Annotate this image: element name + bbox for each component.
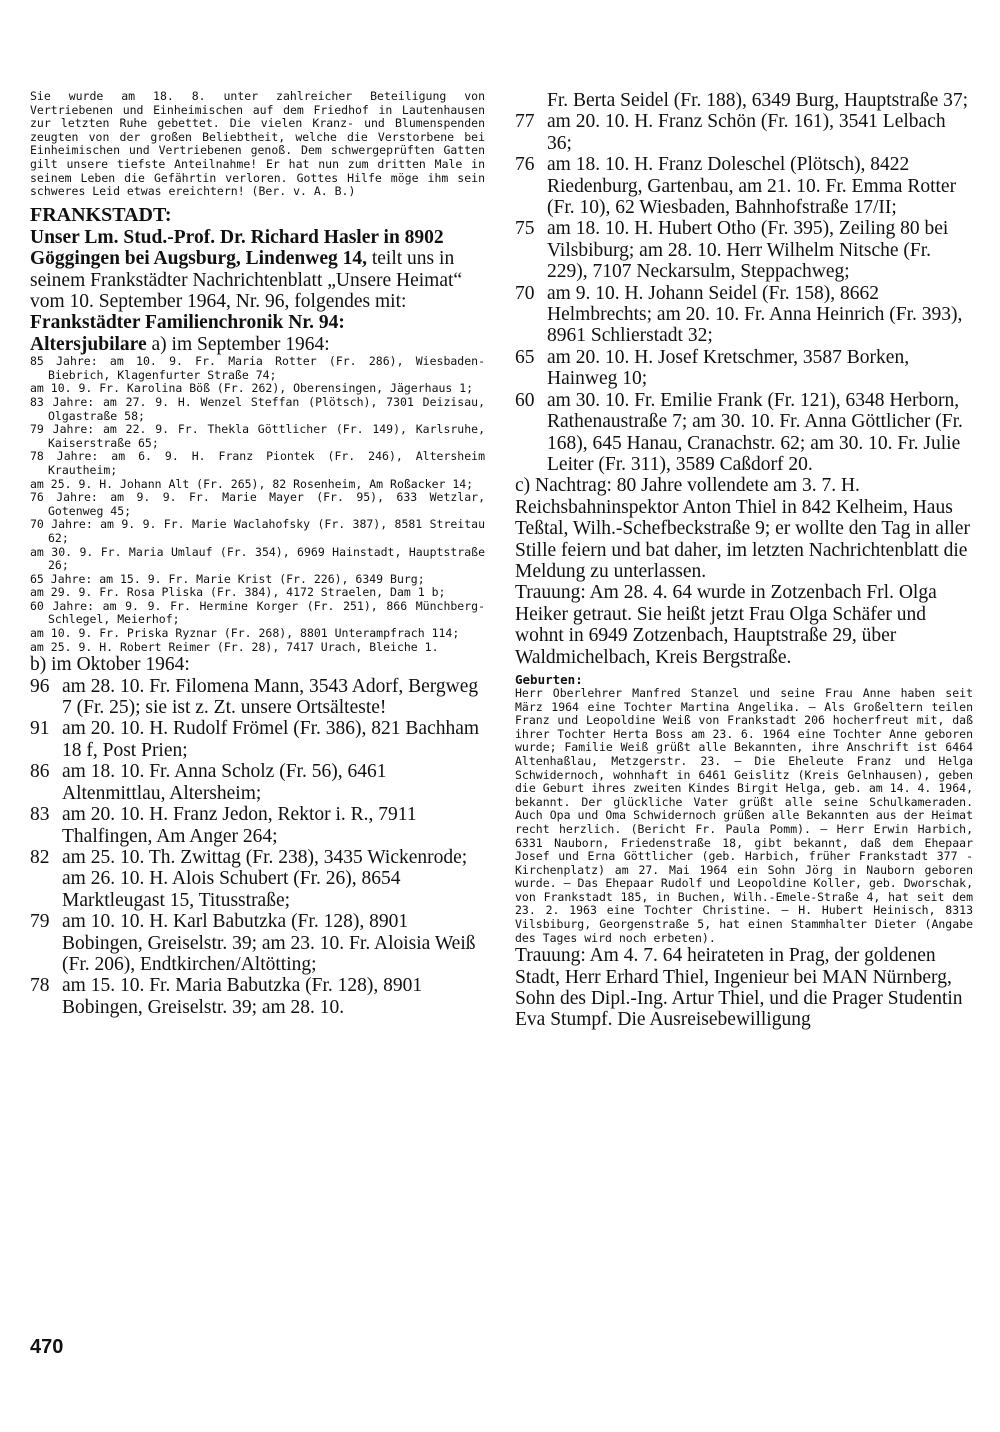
list-item bbox=[30, 761, 485, 804]
list-item bbox=[515, 347, 973, 390]
age-number: 79 bbox=[30, 911, 50, 933]
age-number: 75 bbox=[515, 218, 535, 240]
list-item: 65 Jahre: am 15. 9. Fr. Marie Krist (Fr. 226), 6349 Burg; bbox=[30, 571, 425, 586]
entry-text: am 18. 10. Fr. Anna Scholz (Fr. 56), 6461 Altenmittlau, Altersheim; bbox=[62, 761, 387, 804]
geburten-paragraph: Herr Oberlehrer Manfred Stanzel und seine Frau Anne haben seit März 1964 eine Tochter Martina Angelika. — Als Großeltern teilen Franz und Leopoldine Weiß von Frankstadt 206 hocherfreut mit, daß ihrer Tochter Herta Boss am 23. 6. 1964 eine Tochter Anne geboren wurde; Familie Weiß grüßt alle Bekannten, ihre Anschrift ist 6464 Altenhaßlau, Metzgerstr. 23. — Die Eheleute Franz und Helga Schwidernoch, wohnhaft in 6461 Geislitz (Kreis Gelnhausen), geben die Geburt ihres zweiten Kindes Birgit Helga, geb. am 14. 4. 1964, bekannt. Der glückliche Vater grüßt alle seine Schulkameraden. Auch Opa und Oma Schwidernoch grüßen alle Bekannten aus der Heimat recht herzlich. (Bericht Fr. Paula Pomm). — Herr Erwin Harbich, 6331 Nauborn, Friedenstraße 18, gibt bekannt, daß dem Ehepaar Josef und Erna Göttlicher (geb. Harbich, früher Frankstadt 377 - Kirchenplatz) am 27. Mai 1964 ein Sohn Jörg in Nauborn geboren wurde. — Das Ehepaar Rudolf und Leopoldine Koller, geb. Dworschak, von Frankstadt 185, in Buchen, Wilh.-Emele-Straße 4, hat seit dem 23. 2. 1963 eine Tochter Christine. — H. Hubert Heinisch, 8313 Vilsbiburg, Georgenstraße 5, hat einen Stammhalter Dieter (Angabe des Tages wird noch erbeten). bbox=[515, 685, 973, 945]
list-item bbox=[30, 847, 485, 911]
entry-text: am 25. 10. Th. Zwittag (Fr. 238), 3435 Wickenrode; am 26. 10. H. Alois Schubert (Fr. 26), 8654 Marktleugast 15, Titusstraße; bbox=[62, 846, 468, 911]
list-item bbox=[515, 111, 973, 154]
lead-paragraph bbox=[30, 227, 485, 313]
list-item: 76 Jahre: am 9. 9. Fr. Marie Mayer (Fr. 95), 633 Wetzlar, Gotenweg 45; bbox=[30, 490, 485, 518]
list-item: am 10. 9. Fr. Karolina Böß (Fr. 262), Oberensingen, Jägerhaus 1; bbox=[30, 381, 474, 396]
october-list bbox=[30, 676, 485, 1019]
list-item bbox=[515, 154, 973, 218]
october-list-continued bbox=[515, 90, 973, 475]
age-number: 70 bbox=[515, 282, 535, 304]
list-item bbox=[515, 390, 973, 476]
entry-text: am 9. 10. H. Johann Seidel (Fr. 158), 8662 Helmbrechts; am 20. 10. Fr. Anna Heinrich (Fr. 393), 8961 Schlierstadt 32; bbox=[547, 282, 963, 347]
entry-text: am 15. 10. Fr. Maria Babutzka (Fr. 128), 8901 Bobingen, Greiselstr. 39; am 28. 10. bbox=[62, 975, 423, 1018]
entry-text: am 18. 10. H. Franz Doleschel (Plötsch), 8422 Riedenburg, Gartenbau, am 21. 10. Fr. Emma Rotter (Fr. 10), 62 Wiesbaden, Bahnhofstraße 17/II; bbox=[547, 154, 957, 219]
left-column bbox=[30, 90, 485, 1018]
list-item: am 25. 9. H. Robert Reimer (Fr. 28), 7417 Urach, Bleiche 1. bbox=[30, 639, 439, 654]
page-number: 470 bbox=[30, 1336, 64, 1358]
list-item: 79 Jahre: am 22. 9. Fr. Thekla Göttlicher (Fr. 149), Karlsruhe, Kaiserstraße 65; bbox=[30, 422, 485, 450]
age-number: 78 bbox=[30, 975, 50, 997]
age-number: 76 bbox=[515, 154, 535, 176]
list-item: 85 Jahre: am 10. 9. Fr. Maria Rotter (Fr. 286), Wiesbaden-Biebrich, Klagenfurter Straße 74; bbox=[30, 354, 485, 382]
age-number: 96 bbox=[30, 675, 50, 697]
entry-text: am 20. 10. H. Josef Kretschmer, 3587 Borken, Hainweg 10; bbox=[547, 346, 910, 390]
entry-text: am 20. 10. H. Franz Jedon, Rektor i. R., 7911 Thalfingen, Am Anger 264; bbox=[62, 804, 417, 847]
nachtrag-paragraph: c) Nachtrag: 80 Jahre vollendete am 3. 7. H. Reichsbahninspektor Anton Thiel in 842 Kelheim, Haus Teßtal, Wilh.-Schefbeckstraße 9; er wollte den Tag in aller Stille feiern und bat daher, im letzten Nachrichtenblatt die Meldung zu unterlassen. bbox=[515, 475, 970, 582]
intro-paragraph: Sie wurde am 18. 8. unter zahlreicher Beteiligung von Vertriebenen und Einheimischen auf dem Friedhof in Lautenhausen zur letzten Ruhe gebettet. Die vielen Kranz- und Blumenspenden zeugten von der großen Beliebtheit, welche die Verstorbene bei Einheimischen und Vertriebenen genoß. Dem schwergeprüften Gatten gilt unsere tiefste Anteilnahme! Er hat nun zum dritten Male in seinem Leben die Gefährtin verloren. Gottes Hilfe möge ihm sein schweres Leid etwas ereichtern! (Ber. v. A. B.) bbox=[30, 89, 485, 199]
jubilare-heading bbox=[30, 334, 485, 355]
entry-text: am 30. 10. Fr. Emilie Frank (Fr. 121), 6348 Herborn, Rathenaustraße 7; am 30. 10. Fr. Anna Göttlicher (Fr. 168), 645 Hanau, Cranachstr. 62; am 30. 10. Fr. Julie Leiter (Fr. 311), 3589 Caßdorf 20. bbox=[547, 389, 963, 475]
list-item bbox=[30, 718, 485, 761]
october-heading: b) im Oktober 1964: bbox=[30, 654, 190, 676]
age-number: 82 bbox=[30, 846, 50, 868]
entry-text: am 18. 10. H. Hubert Otho (Fr. 395), Zeiling 80 bei Vilsbiburg; am 28. 10. Herr Wilhelm Nitsche (Fr. 229), 7107 Neckarsulm, Steppachweg; bbox=[547, 218, 949, 283]
list-item: am 25. 9. H. Johann Alt (Fr. 265), 82 Rosenheim, Am Roßacker 14; bbox=[30, 476, 474, 491]
list-item: am 29. 9. Fr. Rosa Pliska (Fr. 384), 4172 Straelen, Dam 1 b; bbox=[30, 585, 446, 600]
list-item: 78 Jahre: am 6. 9. H. Franz Piontek (Fr. 246), Altersheim Krautheim; bbox=[30, 449, 485, 477]
age-number: 60 bbox=[515, 389, 535, 411]
list-item bbox=[30, 975, 485, 1018]
list-item bbox=[30, 804, 485, 847]
list-item bbox=[515, 90, 973, 111]
list-item bbox=[30, 911, 485, 975]
list-item: 70 Jahre: am 9. 9. Fr. Marie Waclahofsky (Fr. 387), 8581 Streitau 62; bbox=[30, 517, 485, 545]
lead-bold: Unser Lm. Stud.-Prof. Dr. Richard Hasler in 8902 Göggingen bei Augsburg, Lindenweg 14, bbox=[30, 226, 444, 270]
chronik-title: Frankstädter Familienchronik Nr. 94: bbox=[30, 312, 345, 334]
list-item: 60 Jahre: am 9. 9. Fr. Hermine Korger (Fr. 251), 866 Münchberg-Schlegel, Meierhof; bbox=[30, 598, 485, 627]
entry-text: am 20. 10. H. Rudolf Frömel (Fr. 386), 821 Bachham 18 f, Post Prien; bbox=[62, 718, 480, 761]
entry-text: Fr. Berta Seidel (Fr. 188), 6349 Burg, Hauptstraße 37; bbox=[547, 90, 969, 111]
list-item: am 30. 9. Fr. Maria Umlauf (Fr. 354), 6969 Hainstadt, Hauptstraße 26; bbox=[30, 544, 485, 573]
list-item bbox=[515, 218, 973, 282]
age-number: 65 bbox=[515, 346, 535, 368]
list-item bbox=[515, 283, 973, 347]
age-number: 83 bbox=[30, 804, 50, 826]
age-number: 77 bbox=[515, 111, 535, 133]
geburten-heading: Geburten: bbox=[515, 671, 583, 687]
right-column bbox=[515, 90, 973, 1031]
jubilare-bold: Altersjubilare bbox=[30, 333, 147, 355]
lead-text: teilt uns in seinem Frankstädter Nachrichtenblatt „Unsere Heimat“ vom 10. September 1964, Nr. 96, folgendes mit: bbox=[30, 248, 463, 312]
section-heading: FRANKSTADT: bbox=[30, 203, 172, 226]
age-number: 86 bbox=[30, 761, 50, 783]
jubilare-text: a) im September 1964: bbox=[146, 333, 330, 355]
entry-text: am 20. 10. H. Franz Schön (Fr. 161), 3541 Lelbach 36; bbox=[547, 111, 946, 154]
age-number: 91 bbox=[30, 718, 50, 740]
entry-text: am 28. 10. Fr. Filomena Mann, 3543 Adorf, Bergweg 7 (Fr. 25); sie ist z. Zt. unsere Ortsälteste! bbox=[62, 675, 479, 719]
entry-text: am 10. 10. H. Karl Babutzka (Fr. 128), 8901 Bobingen, Greiselstr. 39; am 23. 10. Fr. Aloisia Weiß (Fr. 206), Endtkirchen/Altötting; bbox=[62, 911, 476, 975]
list-item: 83 Jahre: am 27. 9. H. Wenzel Steffan (Plötsch), 7301 Deizisau, Olgastraße 58; bbox=[30, 394, 485, 423]
trauung-paragraph-2: Trauung: Am 4. 7. 64 heirateten in Prag, der goldenen Stadt, Herr Erhard Thiel, Ingenieur bei MAN Nürnberg, Sohn des Dipl.-Ing. Artur Thiel, und die Prager Studentin Eva Stumpf. Die Ausreisebewilligung bbox=[515, 945, 963, 1031]
list-item bbox=[30, 676, 485, 719]
list-item: am 10. 9. Fr. Priska Ryznar (Fr. 268), 8801 Unterampfrach 114; bbox=[30, 626, 460, 641]
trauung-paragraph: Trauung: Am 28. 4. 64 wurde in Zotzenbach Frl. Olga Heiker getraut. Sie heißt jetzt Frau Olga Schäfer und wohnt in 6949 Zotzenbach, Hauptstraße 29, über Waldmichelbach, Kreis Bergstraße. bbox=[515, 582, 937, 668]
september-list bbox=[30, 355, 485, 654]
